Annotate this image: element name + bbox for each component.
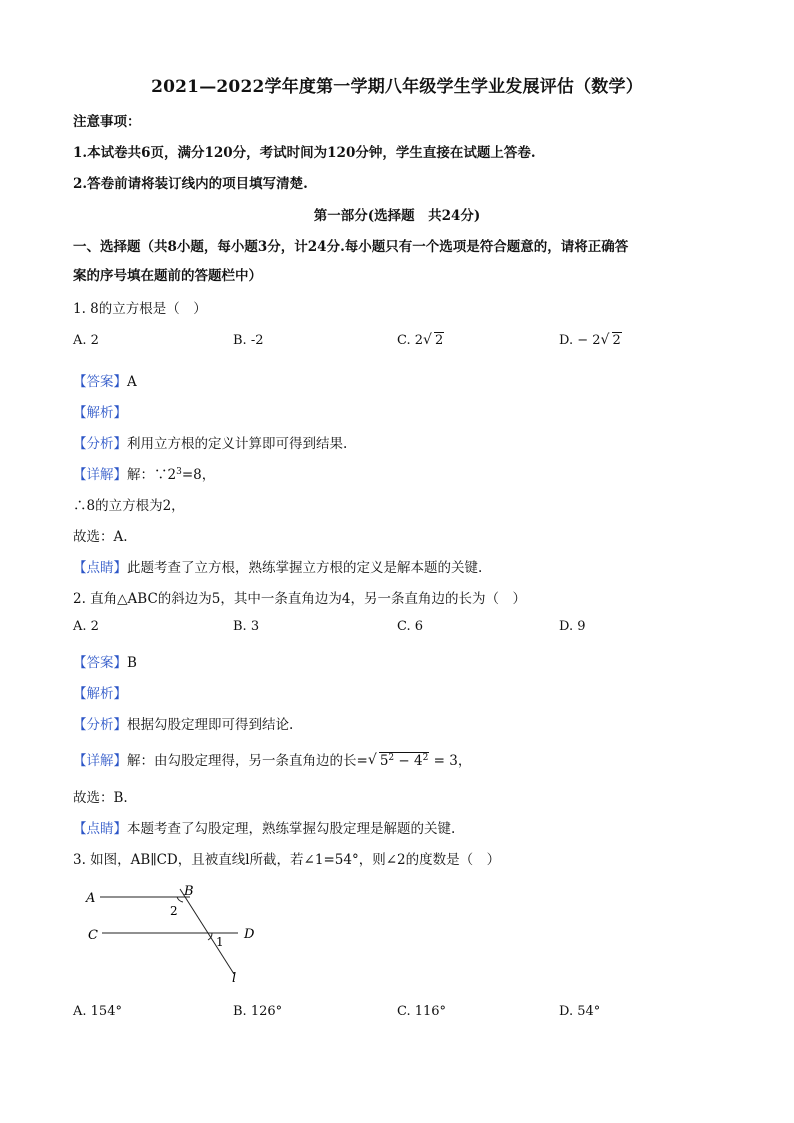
q3-option-c: C. 116° — [397, 1004, 447, 1019]
q1-option-c-coef: 2 — [414, 333, 424, 348]
section-line-1: 一、选择题（共8小题，每小题3分，计24分.每小题只有一个选项是符合题意的，请将正确答 — [73, 239, 629, 255]
sqrt-symbol — [601, 333, 622, 348]
page-title: 2021—2022学年度第一学期八年级学生学业发展评估（数学） — [151, 77, 643, 97]
label-c: C — [88, 928, 98, 943]
sqrt-symbol: √ $5^2 - 4^2$ — [368, 753, 430, 769]
label-angle-1: 1 — [216, 935, 224, 949]
q1-analysis-head: 【解析】 — [73, 405, 127, 421]
part-title: 第一部分(选择题 共24分) — [313, 208, 481, 224]
q2-comment: 【点睛】本题考查了勾股定理，熟练掌握勾股定理是解题的关键. — [73, 821, 456, 837]
q3-stem: 3. 如图，AB∥CD，且被直线l所截，若∠1=54°，则∠2的度数是（ ） — [73, 852, 501, 868]
q1-stem: 1. 8的立方根是（ ） — [73, 301, 207, 317]
sqrt-symbol — [423, 333, 444, 348]
q1-option-d — [559, 333, 622, 348]
q2-option-a: A. 2 — [73, 619, 99, 634]
q2-option-c: C. 6 — [397, 619, 424, 634]
q3-option-d: D. 54° — [559, 1004, 601, 1019]
notice-heading: 注意事项： — [73, 114, 141, 130]
q1-option-d-radicand: 2 — [612, 333, 621, 348]
q3-option-b: B. 126° — [233, 1004, 283, 1019]
q2-answer: 【答案】B — [73, 655, 137, 671]
q1-answer: 【答案】A — [73, 374, 137, 390]
label-l: l — [232, 971, 237, 986]
q1-step-2: ∴8的立方根为2， — [73, 498, 185, 514]
q2-detail: 【详解】解：由勾股定理得，另一条直角边的长=√ $5^2 - 4^2 = 3$， — [73, 749, 471, 769]
q2-stem: 2. 直角△ABC的斜边为5，其中一条直角边为4，另一条直角边的长为（ ） — [73, 591, 526, 607]
q1-analysis: 【分析】利用立方根的定义计算即可得到结果. — [73, 436, 348, 452]
q2-option-b: B. 3 — [233, 619, 260, 634]
notice-item-2: 2.答卷前请将装订线内的项目填写清楚. — [73, 176, 308, 192]
q1-comment: 【点睛】此题考查了立方根，熟练掌握立方根的定义是解本题的关键. — [73, 560, 483, 576]
label-a: A — [86, 891, 96, 906]
label-d: D — [244, 927, 255, 942]
q2-choose: 故选：B. — [73, 790, 128, 806]
q1-option-a: A. 2 — [73, 333, 99, 348]
q1-choose: 故选：A. — [73, 529, 128, 545]
q3-figure — [80, 880, 270, 990]
label-b: B — [184, 884, 194, 899]
q2-analysis-head: 【解析】 — [73, 686, 127, 702]
q2-analysis: 【分析】根据勾股定理即可得到结论. — [73, 717, 294, 733]
notice-item-1: 1.本试卷共6页，满分120分，考试时间为120分钟，学生直接在试题上答卷. — [73, 145, 536, 161]
q1-option-c-radicand: 2 — [435, 333, 444, 348]
line-l — [180, 889, 234, 974]
q1-option-b: B. -2 — [233, 333, 264, 348]
q3-option-a: A. 154° — [73, 1004, 122, 1019]
section-line-2: 案的序号填在题前的答题栏中） — [73, 268, 262, 284]
q2-option-d: D. 9 — [559, 619, 586, 634]
q1-option-c — [397, 333, 444, 348]
label-angle-2: 2 — [170, 904, 178, 918]
q1-option-c-prefix: C. — [397, 333, 415, 348]
angle-2-arc — [177, 897, 183, 902]
q1-detail: 【详解】解：$\because 2^3=8$， — [73, 467, 216, 483]
q1-option-d-coef: 2 — [592, 333, 601, 348]
q1-option-d-prefix: D. − — [559, 333, 593, 348]
